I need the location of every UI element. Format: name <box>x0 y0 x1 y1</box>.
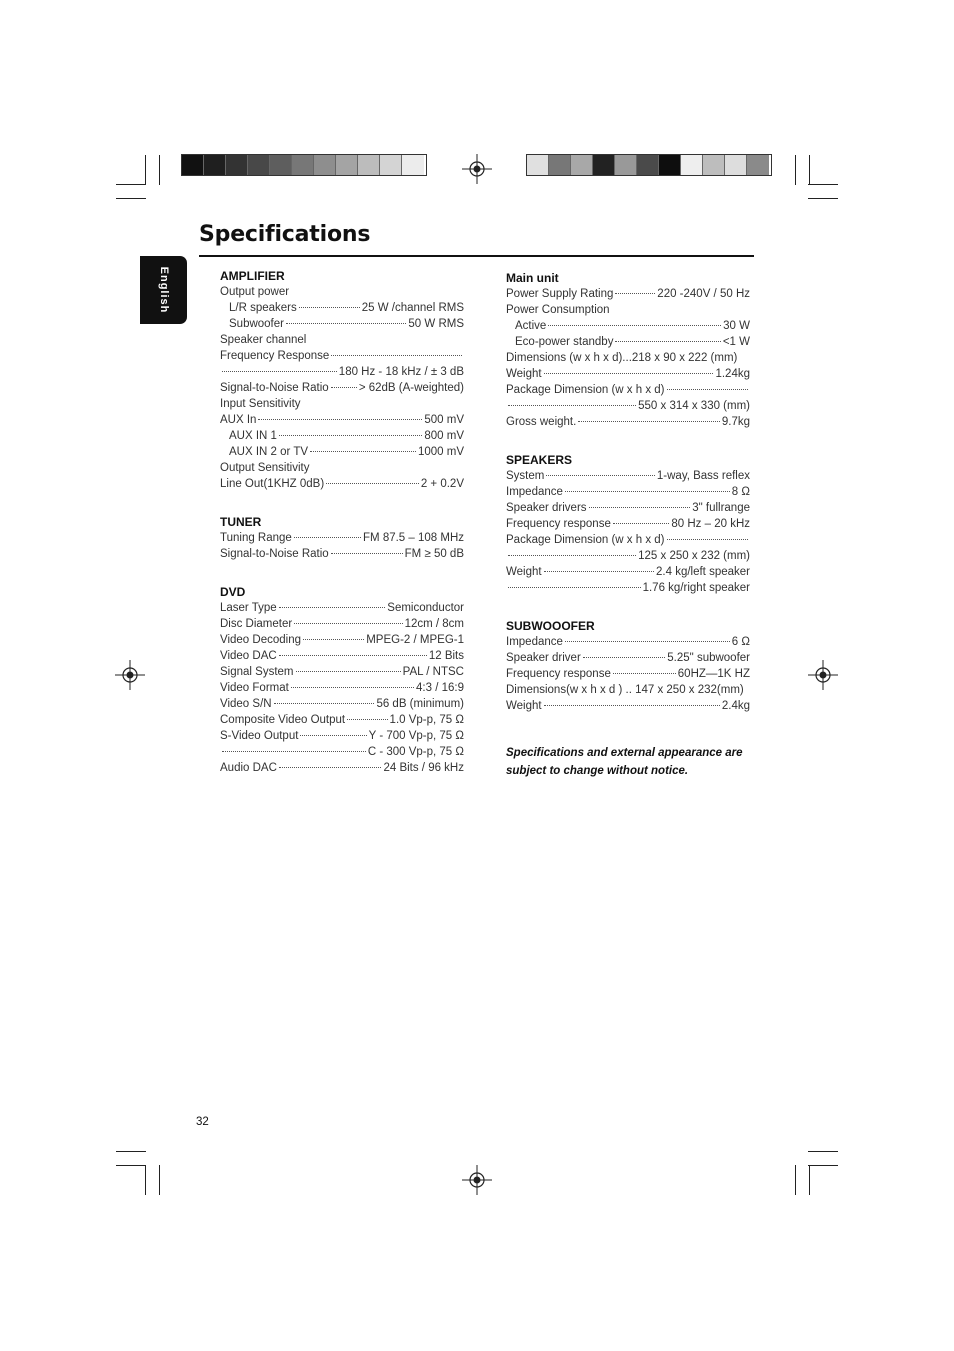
registration-mark-icon <box>115 660 145 690</box>
color-swatch <box>549 155 571 175</box>
spec-row: Impedance 6 Ω <box>506 636 750 648</box>
title-rule <box>199 255 754 257</box>
color-swatch <box>527 155 549 175</box>
spec-row: Frequency response 60HZ—1K HZ <box>506 668 750 680</box>
spec-label: Power Consumption <box>506 304 610 316</box>
spec-row-value: C - 300 Vp-p, 75 Ω <box>220 744 464 760</box>
spec-label: Output Sensitivity <box>220 462 310 474</box>
language-tab <box>140 256 187 324</box>
color-swatch <box>204 155 226 175</box>
color-swatch <box>358 155 380 175</box>
spec-row: Package Dimension (w x h x d) <box>506 382 750 398</box>
color-swatch <box>593 155 615 175</box>
spec-row: Speaker drivers 3" fullrange <box>506 502 750 514</box>
spec-row: Active 30 W <box>515 320 750 332</box>
speakers-heading: SPEAKERS <box>506 453 573 467</box>
page-number: 32 <box>196 1116 209 1128</box>
color-swatch <box>659 155 681 175</box>
spec-row: Power Supply Rating 220 -240V / 50 Hz <box>506 288 750 300</box>
color-calibration-bar-left <box>181 154 427 176</box>
spec-row: System 1-way, Bass reflex <box>506 470 750 482</box>
spec-row: Package Dimension (w x h x d) <box>506 532 750 548</box>
spec-row: Video Decoding MPEG-2 / MPEG-1 <box>220 634 464 646</box>
spec-row-value: 1.76 kg/right speaker <box>506 580 750 596</box>
spec-row: S-Video Output Y - 700 Vp-p, 75 Ω <box>220 730 464 742</box>
spec-row: Video S/N 56 dB (minimum) <box>220 698 464 710</box>
spec-row: Weight 2.4kg <box>506 700 750 712</box>
registration-mark-icon <box>808 660 838 690</box>
color-swatch <box>314 155 336 175</box>
spec-label: Dimensions (w x h x d)...218 x 90 x 222 (mm) <box>506 352 738 364</box>
spec-label: Output power <box>220 286 290 298</box>
color-swatch <box>270 155 292 175</box>
color-swatch <box>380 155 402 175</box>
spec-row: Tuning Range FM 87.5 – 108 MHz <box>220 532 464 544</box>
spec-row: Signal System PAL / NTSC <box>220 666 464 678</box>
right-spec-column <box>506 270 750 714</box>
spec-row: Eco-power standby <1 W <box>515 336 750 348</box>
left-spec-column <box>220 268 464 776</box>
color-swatch <box>747 155 769 175</box>
color-swatch <box>292 155 314 175</box>
page-title: Specifications <box>199 222 371 247</box>
color-swatch <box>182 155 204 175</box>
spec-row: Frequency response 80 Hz – 20 kHz <box>506 518 750 530</box>
spec-row: Gross weight. 9.7kg <box>506 416 750 428</box>
dvd-heading: DVD <box>220 585 246 599</box>
spec-row-value: 125 x 250 x 232 (mm) <box>506 548 750 564</box>
color-calibration-bar-right <box>526 154 772 176</box>
spec-label: Input Sensitivity <box>220 398 301 410</box>
disclaimer-note: Specifications and external appearance are subject to change without notice. <box>506 747 743 777</box>
color-swatch <box>571 155 593 175</box>
color-swatch <box>725 155 747 175</box>
subwoofer-heading: SUBWOOOFER <box>506 619 595 633</box>
tuner-heading: TUNER <box>220 515 262 529</box>
spec-label: Speaker channel <box>220 334 307 346</box>
spec-label: Dimensions(w x h x d ) .. 147 x 250 x 232(mm) <box>506 684 744 696</box>
spec-row: AUX IN 1 800 mV <box>229 430 464 442</box>
color-swatch <box>402 155 424 175</box>
spec-row: AUX IN 2 or TV 1000 mV <box>229 446 464 458</box>
spec-row: Audio DAC 24 Bits / 96 kHz <box>220 762 464 774</box>
spec-row: Laser Type Semiconductor <box>220 602 464 614</box>
color-swatch <box>703 155 725 175</box>
color-swatch <box>615 155 637 175</box>
spec-row-value: 180 Hz - 18 kHz / ± 3 dB <box>220 364 464 380</box>
color-swatch <box>637 155 659 175</box>
spec-row: Video DAC 12 Bits <box>220 650 464 662</box>
spec-row: Speaker driver 5.25" subwoofer <box>506 652 750 664</box>
spec-row: Frequency Response <box>220 348 464 364</box>
spec-row: Composite Video Output 1.0 Vp-p, 75 Ω <box>220 714 464 726</box>
spec-row-value: 550 x 314 x 330 (mm) <box>506 398 750 414</box>
spec-row: Signal-to-Noise Ratio > 62dB (A-weighted) <box>220 382 464 394</box>
main-unit-heading: Main unit <box>506 271 559 285</box>
amplifier-heading: AMPLIFIER <box>220 269 285 283</box>
registration-mark-icon <box>462 1165 492 1195</box>
spec-row: AUX In 500 mV <box>220 414 464 426</box>
spec-row: Signal-to-Noise Ratio FM ≥ 50 dB <box>220 548 464 560</box>
spec-row: Video Format 4:3 / 16:9 <box>220 682 464 694</box>
registration-mark-icon <box>462 154 492 184</box>
spec-row: Impedance 8 Ω <box>506 486 750 498</box>
color-swatch <box>681 155 703 175</box>
spec-row: Disc Diameter 12cm / 8cm <box>220 618 464 630</box>
spec-row: Subwoofer 50 W RMS <box>229 318 464 330</box>
spec-row: Line Out(1KHZ 0dB) 2 + 0.2V <box>220 478 464 490</box>
color-swatch <box>248 155 270 175</box>
spec-row: Weight 1.24kg <box>506 368 750 380</box>
spec-row: Weight 2.4 kg/left speaker <box>506 566 750 578</box>
spec-row: L/R speakers 25 W /channel RMS <box>229 302 464 314</box>
color-swatch <box>336 155 358 175</box>
language-tab-label: English <box>157 266 170 314</box>
color-swatch <box>226 155 248 175</box>
